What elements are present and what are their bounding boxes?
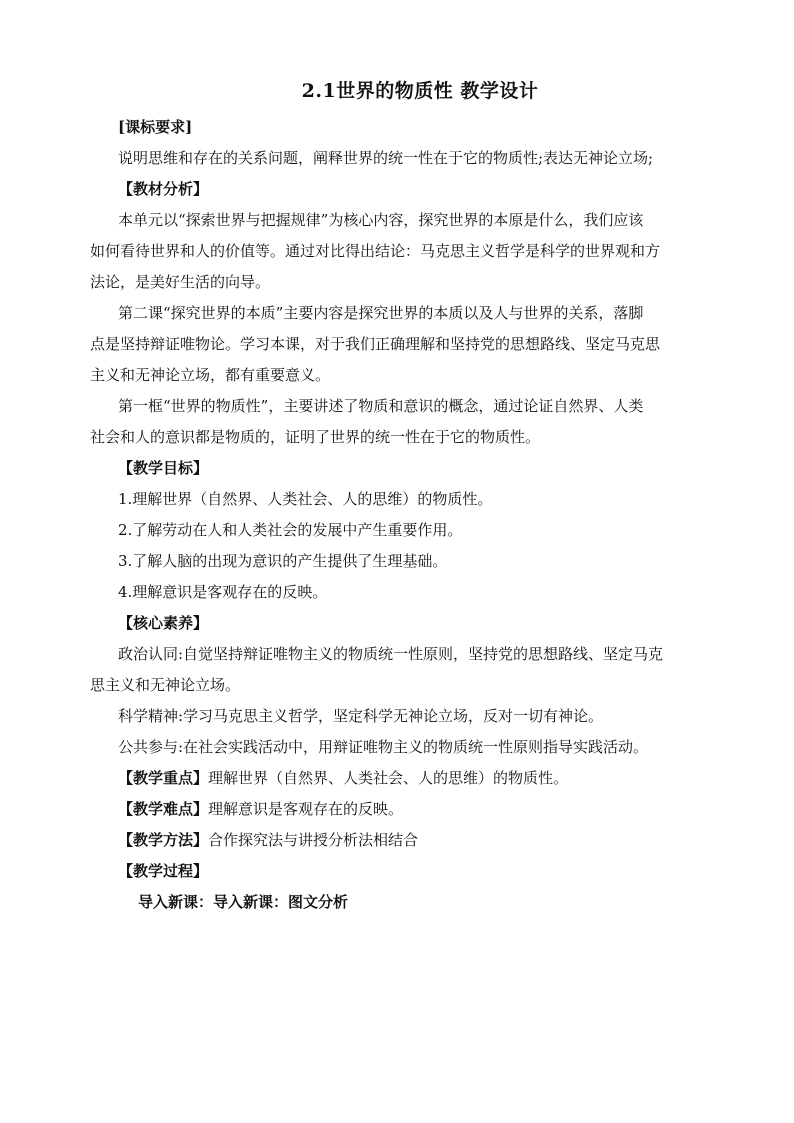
literacy-public: 公共参与:在社会实践活动中，用辩证唯物主义的物质统一性原则指导实践活动。 bbox=[118, 738, 649, 756]
difficulty-row bbox=[118, 794, 704, 825]
textbook-p1-line2: 如何看待世界和人的价值等。通过对比得出结论：马克思主义哲学是科学的世界观和方 bbox=[90, 242, 661, 260]
textbook-p3-line1: 第一框“世界的物质性”，主要讲述了物质和意识的概念，通过论证自然界、人类 bbox=[118, 397, 644, 415]
textbook-p2-line2: 点是坚持辩证唯物论。学习本课，对于我们正确理解和坚持党的思想路线、坚定马克思 bbox=[90, 335, 661, 353]
textbook-p1-line3: 法论，是美好生活的向导。 bbox=[90, 273, 271, 291]
key-point-row bbox=[118, 763, 704, 794]
objective-item: 3.了解人脑的出现为意识的产生提供了生理基础。 bbox=[118, 552, 448, 570]
textbook-p3-line2: 社会和人的意识都是物质的，证明了世界的统一性在于它的物质性。 bbox=[90, 428, 541, 446]
literacy-political-line2: 思主义和无神论立场。 bbox=[90, 676, 241, 694]
textbook-p2-line3: 主义和无神论立场，都有重要意义。 bbox=[90, 366, 331, 384]
objective-item: 1.理解世界（自然界、人类社会、人的思维）的物质性。 bbox=[118, 490, 493, 508]
method-text: 合作探究法与讲授分析法相结合 bbox=[208, 831, 419, 849]
key-point-text: 理解世界（自然界、人类社会、人的思维）的物质性。 bbox=[208, 769, 569, 787]
literacy-science: 科学精神:学习马克思主义哲学，坚定科学无神论立场，反对一切有神论。 bbox=[118, 707, 604, 725]
textbook-p1-line1: 本单元以“探索世界与把握规律”为核心内容，探究世界的本原是什么，我们应该 bbox=[118, 211, 644, 229]
process-heading: 【教学过程】 bbox=[118, 862, 209, 880]
method-label: 【教学方法】 bbox=[118, 831, 209, 849]
process-lead: 导入新课：导入新课：图文分析 bbox=[138, 893, 349, 911]
objective-item: 4.理解意识是客观存在的反映。 bbox=[118, 583, 328, 601]
document-title: 2.1世界的物质性 教学设计 bbox=[301, 80, 539, 102]
textbook-p2-line1: 第二课“探究世界的本质”主要内容是探究世界的本质以及人与世界的关系，落脚 bbox=[118, 304, 644, 322]
literacy-heading: 【核心素养】 bbox=[118, 614, 209, 632]
difficulty-text: 理解意识是客观存在的反映。 bbox=[208, 800, 404, 818]
textbook-heading: 【教材分析】 bbox=[118, 180, 209, 198]
objectives-heading: 【教学目标】 bbox=[118, 459, 209, 477]
key-point-label: 【教学重点】 bbox=[118, 769, 209, 787]
objective-item: 2.了解劳动在人和人类社会的发展中产生重要作用。 bbox=[118, 521, 463, 539]
curriculum-heading: [课标要求] bbox=[118, 118, 193, 136]
document-body bbox=[90, 112, 704, 918]
method-row bbox=[118, 825, 704, 856]
difficulty-label: 【教学难点】 bbox=[118, 800, 209, 818]
curriculum-text: 说明思维和存在的关系问题，阐释世界的统一性在于它的物质性;表达无神论立场; bbox=[118, 149, 654, 167]
literacy-political-line1: 政治认同:自觉坚持辩证唯物主义的物质统一性原则，坚持党的思想路线、坚定马克 bbox=[118, 645, 664, 663]
